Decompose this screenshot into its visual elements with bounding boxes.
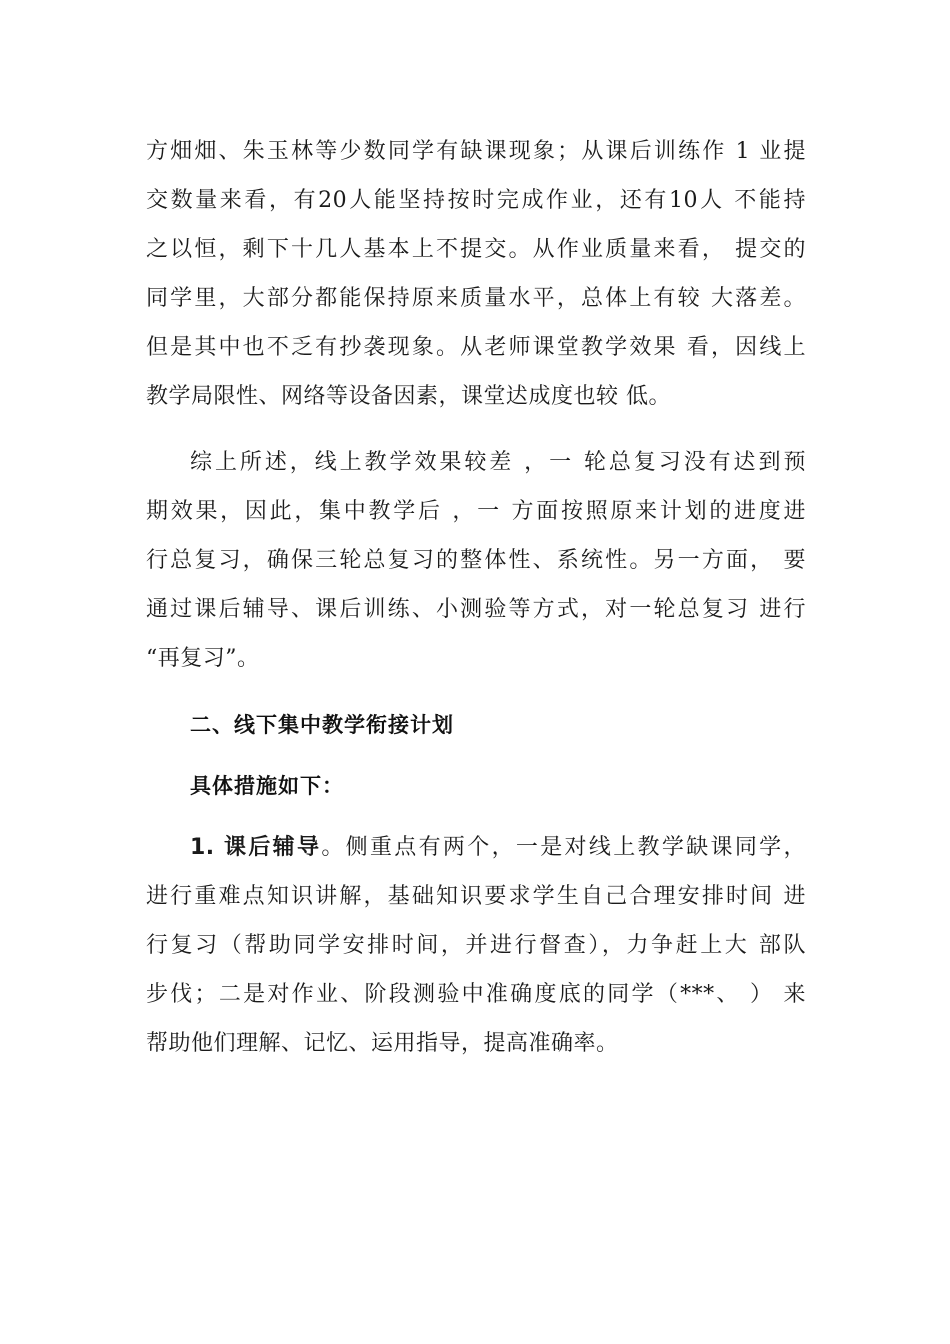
item-1-number: 1.	[190, 835, 215, 860]
paragraph-line: “再复习”。	[146, 646, 260, 671]
paragraph-line: 通过课后辅导、课后训练、小测验等方式，对一轮总复习 进行	[146, 597, 806, 622]
paragraph-line: 行复习（帮助同学安排时间，并进行督查），力争赶上大 部队	[146, 933, 806, 958]
paragraph-line: 方畑畑、朱玉林等少数同学有缺课现象；从课后训练作 1 业提	[146, 139, 806, 164]
measures-heading: 具体措施如下：	[190, 774, 344, 798]
paragraph-line: 之以恒，剩下十几人基本上不提交。从作业质量来看， 提交的	[146, 237, 806, 262]
paragraph-line: 交数量来看，有20人能坚持按时完成作业，还有10人 不能持	[146, 188, 806, 213]
paragraph-line: 同学里，大部分都能保持原来质量水平，总体上有较 大落差。	[146, 286, 806, 311]
paragraph-line: 进行重难点知识讲解，基础知识要求学生自己合理安排时间 进	[146, 884, 806, 909]
paragraph-line: 帮助他们理解、记忆、运用指导，提高准确率。	[146, 1031, 619, 1056]
item-1-first-line-text: 。侧重点有两个，一是对线上教学缺课同学，	[321, 835, 806, 860]
paragraph-line: 综上所述，线上教学效果较差 ，一 轮总复习没有迖到预	[190, 450, 806, 475]
paragraph-line: 步伐；二是对作业、阶段测验中准确度底的同学（***、 ） 来	[146, 982, 806, 1007]
paragraph-line: 期效果，因此，集中教学后 ，一 方面按照原来计划的进度进	[146, 499, 806, 524]
section-heading: 二、线下集中教学衔接计划	[190, 713, 454, 737]
paragraph-line: 但是其中也不乏有抄袭现象。从老师课堂教学效果 看，因线上	[146, 335, 806, 360]
item-1-title: 课后辅导	[224, 835, 322, 860]
paragraph-line: 教学局限性、网络等设备因素，课堂迖成度也较 低。	[146, 384, 671, 409]
item-1-first-line	[190, 830, 806, 866]
paragraph-line: 行总复习，确保三轮总复习的整体性、系统性。另一方面， 要	[146, 548, 806, 573]
